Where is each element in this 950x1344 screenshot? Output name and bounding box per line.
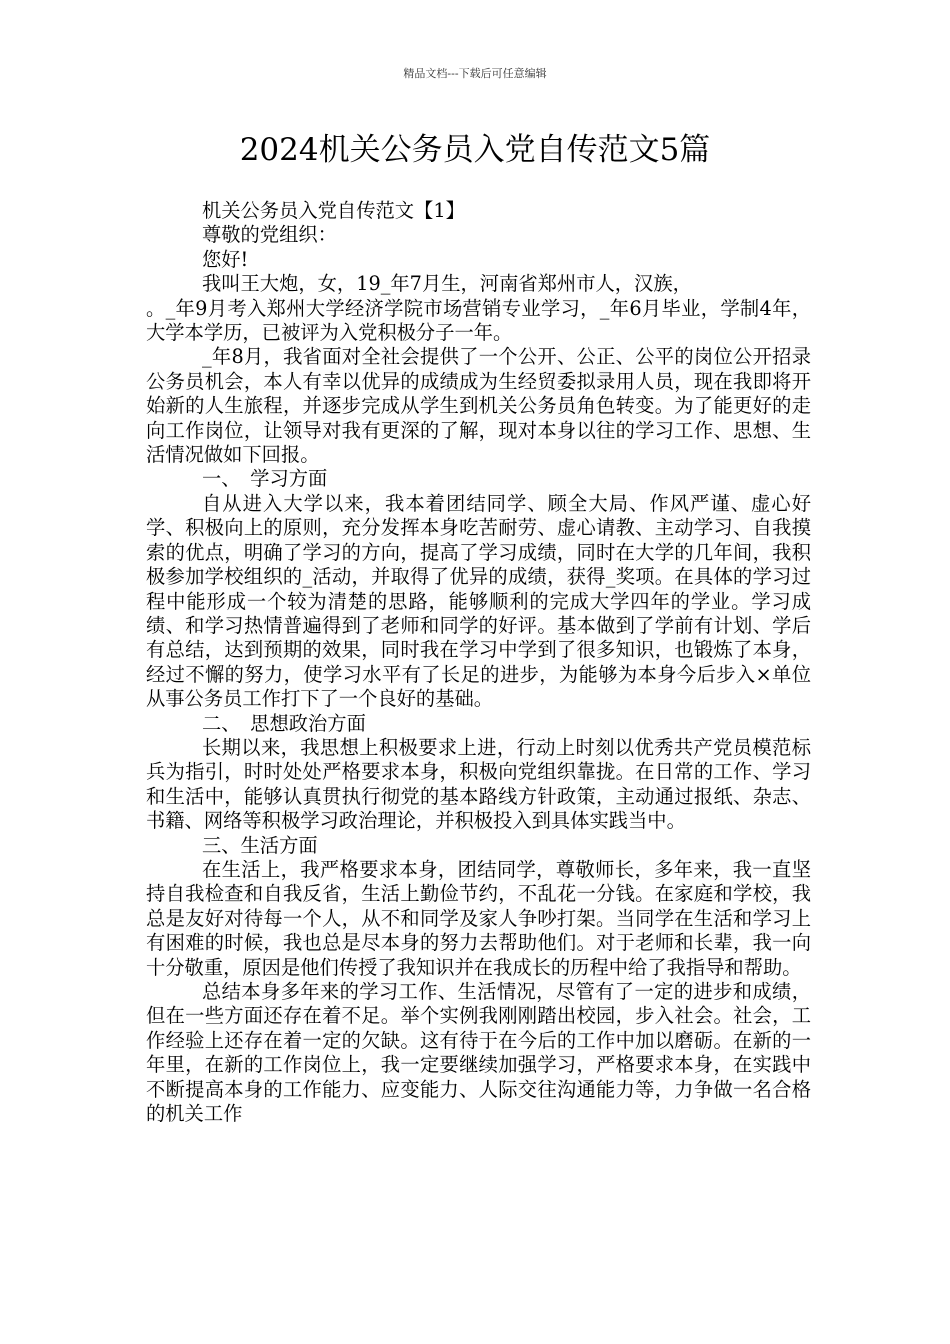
paragraph: 总结本身多年来的学习工作、生活情况，尽管有了一定的进步和成绩，但在一些方面还存在着不足。举个实例我刚刚踏出校园，步入社会。社会，工作经验上还存在着一定的欠缺。这有待于在今后的工作中加以磨砺。在新的一年里，在新的工作岗位上，我一定要继续加强学习，严格要求本身，在实践中不断提高本身的工作能力、应变能力、人际交往沟通能力等，力争做一名合格的机关工作 — [146, 980, 811, 1126]
section-heading: 机关公务员入党自传范文【1】 — [201, 199, 465, 222]
header-note: 精品文档---下载后可任意编辑 — [403, 67, 547, 80]
subheading-life: 三、生活方面 — [201, 833, 318, 857]
subheading-study: 一、 学习方面 — [201, 467, 328, 491]
greeting: 您好! — [201, 247, 249, 271]
paragraph: 。_年9月考入郑州大学经济学院市场营销专业学习，_年6月毕业，学制4年，大学本学历，已被评为入党积极分子一年。 — [146, 296, 811, 345]
document-body — [146, 199, 811, 1126]
paragraph: 在生活上，我严格要求本身，团结同学，尊敬师长，多年来，我一直坚持自我检查和自我反省，生活上勤俭节约，不乱花一分钱。在家庭和学校，我总是友好对待每一个人，从不和同学及家人争吵打架。当同学在生活和学习上有困难的时候，我也总是尽本身的努力去帮助他们。对于老师和长辈，我一向十分敬重，原因是他们传授了我知识并在我成长的历程中给了我指导和帮助。 — [146, 857, 811, 979]
paragraph: 长期以来，我思想上积极要求上进，行动上时刻以优秀共产党员模范标兵为指引，时时处处严格要求本身，积极向党组织靠拢。在日常的工作、学习和生活中，能够认真贯执行彻党的基本路线方针政策，主动通过报纸、杂志、书籍、网络等积极学习政治理论，并积极投入到具体实践当中。 — [146, 735, 811, 833]
paragraph: 自从进入大学以来，我本着团结同学、顾全大局、作风严谨、虚心好学、积极向上的原则，充分发挥本身吃苦耐劳、虚心请教、主动学习、自我摸索的优点，明确了学习的方向，提高了学习成绩，同时在大学的几年间，我积极参加学校组织的_活动，并取得了优异的成绩，获得_奖项。在具体的学习过程中能形成一个较为清楚的思路，能够顺利的完成大学四年的学业。学习成绩、和学习热情普遍得到了老师和同学的好评。基本做到了学前有计划、学后有总结，达到预期的效果，同时我在学习中学到了很多知识，也锻炼了本身，经过不懈的努力，使学习水平有了长足的进步，为能够为本身今后步入×单位从事公务员工作打下了一个良好的基础。 — [146, 491, 811, 711]
paragraph: _年8月，我省面对全社会提供了一个公开、公正、公平的岗位公开招录公务员机会，本人有幸以优异的成绩成为生经贸委拟录用人员，现在我即将开始新的人生旅程，并逐步完成从学生到机关公务员角色转变。为了能更好的走向工作岗位，让领导对我有更深的了解，现对本身以往的学习工作、思想、生活情况做如下回报。 — [146, 345, 811, 467]
salutation: 尊敬的党组织： — [201, 223, 337, 247]
paragraph: 我叫王大炮，女，19_年7月生，河南省郑州市人，汉族， — [201, 272, 692, 296]
document-title: 2024机关公务员入党自传范文5篇 — [239, 132, 711, 168]
subheading-politics: 二、 思想政治方面 — [201, 711, 366, 735]
